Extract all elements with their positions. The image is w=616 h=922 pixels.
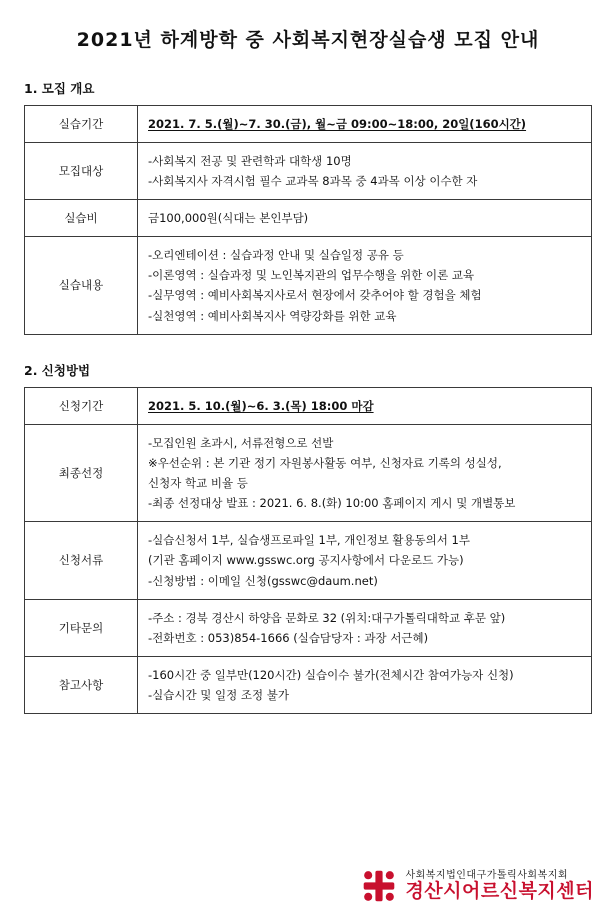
text-line: -오리엔테이션 : 실습과정 안내 및 실습일정 공유 등 — [148, 248, 404, 263]
table-row — [25, 656, 592, 713]
row-label-contents: 실습내용 — [25, 237, 138, 335]
page-title: 2021년 하계방학 중 사회복지현장실습생 모집 안내 — [76, 29, 540, 51]
table-row — [25, 424, 592, 522]
text-line: -실무영역 : 예비사회복지사로서 현장에서 갖추어야 할 경험을 체험 — [148, 288, 482, 303]
text-line: -160시간 중 일부만(120시간) 실습이수 불가(전체시간 참여가능자 신청) — [148, 667, 514, 682]
footer-branding — [361, 868, 594, 904]
document-page — [0, 28, 616, 922]
table-row — [25, 142, 592, 199]
recruitment-overview-table — [24, 105, 592, 335]
cross-logo-icon — [361, 868, 397, 904]
text-line: (기관 홈페이지 www.gsswc.org 공지사항에서 다운로드 가능) — [148, 553, 464, 568]
row-content-apply-period — [138, 387, 592, 424]
table-row — [25, 522, 592, 599]
text-line: -실천영역 : 예비사회복지사 역량강화를 위한 교육 — [148, 308, 397, 323]
table-row — [25, 599, 592, 656]
row-content-selection — [138, 424, 592, 522]
text-line: -실습시간 및 일정 조정 불가 — [148, 688, 289, 703]
text-line: -실습신청서 1부, 실습생프로파일 1부, 개인정보 활용동의서 1부 — [148, 533, 470, 548]
text-line: 신청자 학교 비율 등 — [148, 476, 248, 491]
row-label-notes: 참고사항 — [25, 656, 138, 713]
row-content-period — [138, 105, 592, 142]
section-heading-2: 2. 신청방법 — [24, 362, 91, 378]
application-method-table — [24, 387, 592, 715]
row-label-fee: 실습비 — [25, 200, 138, 237]
row-content-target — [138, 142, 592, 199]
text-line: -사회복지사 자격시험 필수 교과목 8과목 중 4과목 이상 이수한 자 — [148, 173, 478, 188]
row-content-fee — [138, 200, 592, 237]
row-label-documents: 신청서류 — [25, 522, 138, 599]
text-line: -최종 선정대상 발표 : 2021. 6. 8.(화) 10:00 홈페이지 게시 및 개별통보 — [148, 496, 516, 511]
row-content-contents — [138, 237, 592, 335]
row-label-target: 모집대상 — [25, 142, 138, 199]
table-row — [25, 237, 592, 335]
row-label-apply-period: 신청기간 — [25, 387, 138, 424]
text-line: -신청방법 : 이메일 신청(gsswc@daum.net) — [148, 573, 378, 588]
footer-text-block — [405, 870, 594, 902]
footer-organization-name: 사회복지법인대구가톨릭사회복지회 — [405, 870, 569, 882]
table-row — [25, 200, 592, 237]
text-line: -전화번호 : 053)854-1666 (실습담당자 : 과장 서근혜) — [148, 630, 429, 645]
section-heading-1: 1. 모집 개요 — [24, 80, 95, 96]
row-label-contact: 기타문의 — [25, 599, 138, 656]
row-content-contact — [138, 599, 592, 656]
row-label-period: 실습기간 — [25, 105, 138, 142]
text-line: 2021. 7. 5.(월)~7. 30.(금), 월~금 09:00~18:00, 20일(160시간) — [148, 116, 527, 131]
row-label-selection: 최종선정 — [25, 424, 138, 522]
text-line: ※우선순위 : 본 기관 정기 자원봉사활동 여부, 신청자료 기록의 성실성, — [148, 455, 502, 470]
text-line: -주소 : 경북 경산시 하양읍 문화로 32 (위치:대구가톨릭대학교 후문 앞) — [148, 610, 506, 625]
text-line: 2021. 5. 10.(월)~6. 3.(목) 18:00 마감 — [148, 398, 374, 413]
footer-center-name: 경산시어르신복지센터 — [405, 880, 594, 903]
text-line: -이론영역 : 실습과정 및 노인복지관의 업무수행을 위한 이론 교육 — [148, 268, 475, 283]
row-content-notes — [138, 656, 592, 713]
table-row — [25, 387, 592, 424]
text-line: -사회복지 전공 및 관련학과 대학생 10명 — [148, 153, 352, 168]
text-line: -모집인원 초과시, 서류전형으로 선발 — [148, 435, 334, 450]
table-row — [25, 105, 592, 142]
text-line: 금100,000원(식대는 본인부담) — [148, 211, 309, 226]
row-content-documents — [138, 522, 592, 599]
